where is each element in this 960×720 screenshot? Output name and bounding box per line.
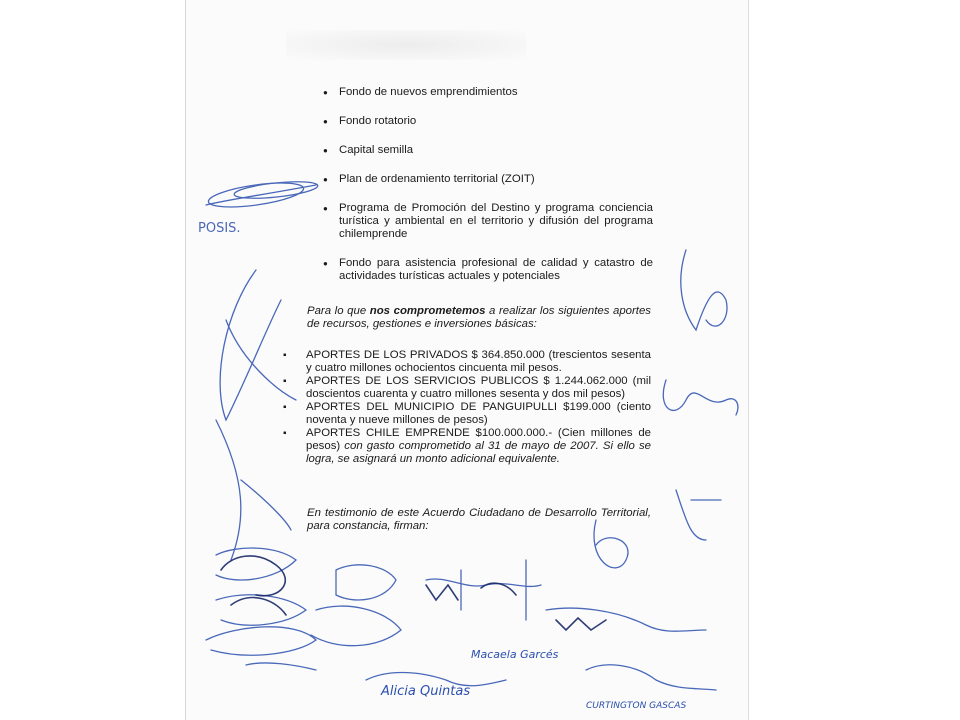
aporte-text: APORTES CHILE EMPRENDE $100.000.000.- (Cien millones de pesos)	[306, 427, 651, 452]
list-item: ● Plan de ordenamiento territorial (ZOIT)	[323, 173, 653, 186]
list-item: ● Fondo de nuevos emprendimientos	[323, 86, 653, 99]
scanned-document-page	[185, 0, 749, 720]
signature-note: Macaela Garcés	[471, 648, 559, 661]
scan-smudge	[286, 30, 526, 60]
testimony-paragraph: En testimonio de este Acuerdo Ciudadano de Desarrollo Territorial, para constancia, firman:	[307, 507, 651, 532]
signature-note: Alicia Quintas	[381, 684, 471, 699]
bullet-list	[323, 86, 653, 283]
list-item: ▪ APORTES DE LOS SERVICIOS PUBLICOS $ 1.244.062.000 (mil doscientos cuarenta y cuatro millones sesenta y dos mil pesos)	[283, 375, 651, 401]
intro-text-end: a realizar los siguientes aportes de recursos, gestiones e inversiones básicas:	[307, 305, 651, 330]
list-item: ● Programa de Promoción del Destino y programa conciencia turística y ambiental en el territorio y difusión del programa chilemprende	[323, 202, 653, 241]
commitment-paragraph	[307, 305, 651, 331]
signature-note: POSIS.	[198, 221, 241, 236]
intro-text: Para lo que	[307, 305, 370, 317]
intro-bold-text: nos comprometemos	[369, 305, 486, 317]
signature-note: CURTINGTON GASCAS	[586, 701, 687, 711]
list-item: ▪ APORTES DE LOS PRIVADOS $ 364.850.000 (trescientos sesenta y cuatro millones ochocientos cincuenta mil pesos.	[283, 349, 651, 375]
list-item: ● Fondo rotatorio	[323, 115, 653, 128]
list-item: ● Fondo para asistencia profesional de calidad y catastro de actividades turísticas actuales y potenciales	[323, 257, 653, 283]
list-item: ● Capital semilla	[323, 144, 653, 157]
list-item: ▪ APORTES DEL MUNICIPIO DE PANGUIPULLI $199.000 (ciento noventa y nueve millones de pesos)	[283, 401, 651, 427]
aporte-italic-text: con gasto comprometido al 31 de mayo de 2007. Si ello se logra, se asignará un monto adicional equivalente.	[306, 440, 651, 465]
aportes-list	[283, 349, 651, 466]
list-item	[283, 427, 651, 466]
